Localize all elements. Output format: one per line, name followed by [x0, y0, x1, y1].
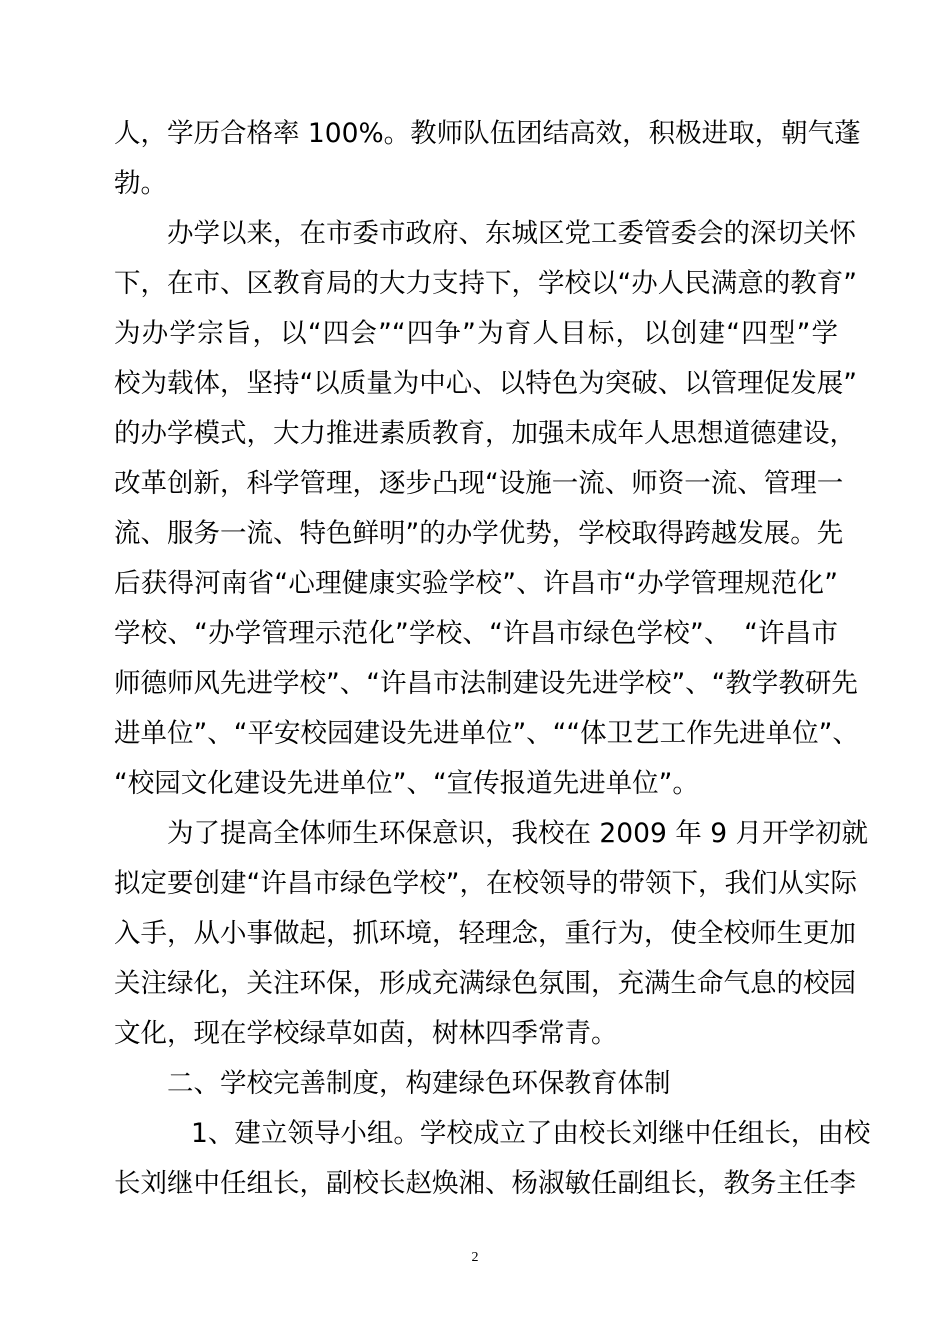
text-line: 为了提高全体师生环保意识，我校在 2009 年 9 月开学初就 [167, 818, 868, 849]
section-heading: 二、学校完善制度，构建绿色环保教育体制 [167, 1068, 671, 1099]
text-line: 勃。 [114, 168, 167, 199]
text-line: 流、服务一流、特色鲜明”的办学优势，学校取得跨越发展。先 [114, 518, 844, 549]
text-line: 拟定要创建“许昌市绿色学校”，在校领导的带领下，我们从实际 [114, 868, 857, 899]
text-line: 改革创新，科学管理，逐步凸现“设施一流、师资一流、管理一 [114, 468, 844, 499]
text-line: 学校、“办学管理示范化”学校、“许昌市绿色学校”、 “许昌市 [114, 618, 838, 649]
text-line: 进单位”、“平安校园建设先进单位”、““体卫艺工作先进单位”、 [114, 718, 859, 749]
text-line: 办学以来，在市委市政府、东城区党工委管委会的深切关怀 [167, 218, 856, 249]
text-line: 入手，从小事做起，抓环境，轻理念，重行为，使全校师生更加 [114, 918, 856, 949]
page-number: 2 [471, 1250, 479, 1265]
text-line: 的办学模式，大力推进素质教育，加强未成年人思想道德建设， [114, 418, 856, 449]
text-line: “校园文化建设先进单位”、“宣传报道先进单位”。 [114, 768, 699, 799]
text-line: 人，学历合格率 100%。教师队伍团结高效，积极进取，朝气蓬 [114, 118, 861, 149]
text-line: 关注绿化，关注环保，形成充满绿色氛围，充满生命气息的校园 [114, 968, 856, 999]
text-line: 师德师风先进学校”、“许昌市法制建设先进学校”、“教学教研先 [114, 668, 858, 699]
text-line: 长刘继中任组长，副校长赵焕湘、杨淑敏任副组长，教务主任李 [114, 1168, 856, 1199]
text-line: 文化，现在学校绿草如茵，树林四季常青。 [114, 1018, 618, 1049]
text-line: 为办学宗旨，以“四会”“四争”为育人目标，以创建“四型”学 [114, 318, 838, 349]
text-line: 下，在市、区教育局的大力支持下，学校以“办人民满意的教育” [114, 268, 857, 299]
body-text [114, 109, 871, 1209]
text-line: 校为载体，坚持“以质量为中心、以特色为突破、以管理促发展” [114, 368, 857, 399]
text-line: 后获得河南省“心理健康实验学校”、许昌市“办学管理规范化” [114, 568, 838, 599]
text-line: 1、建立领导小组。学校成立了由校长刘继中任组长，由校 [191, 1118, 871, 1149]
